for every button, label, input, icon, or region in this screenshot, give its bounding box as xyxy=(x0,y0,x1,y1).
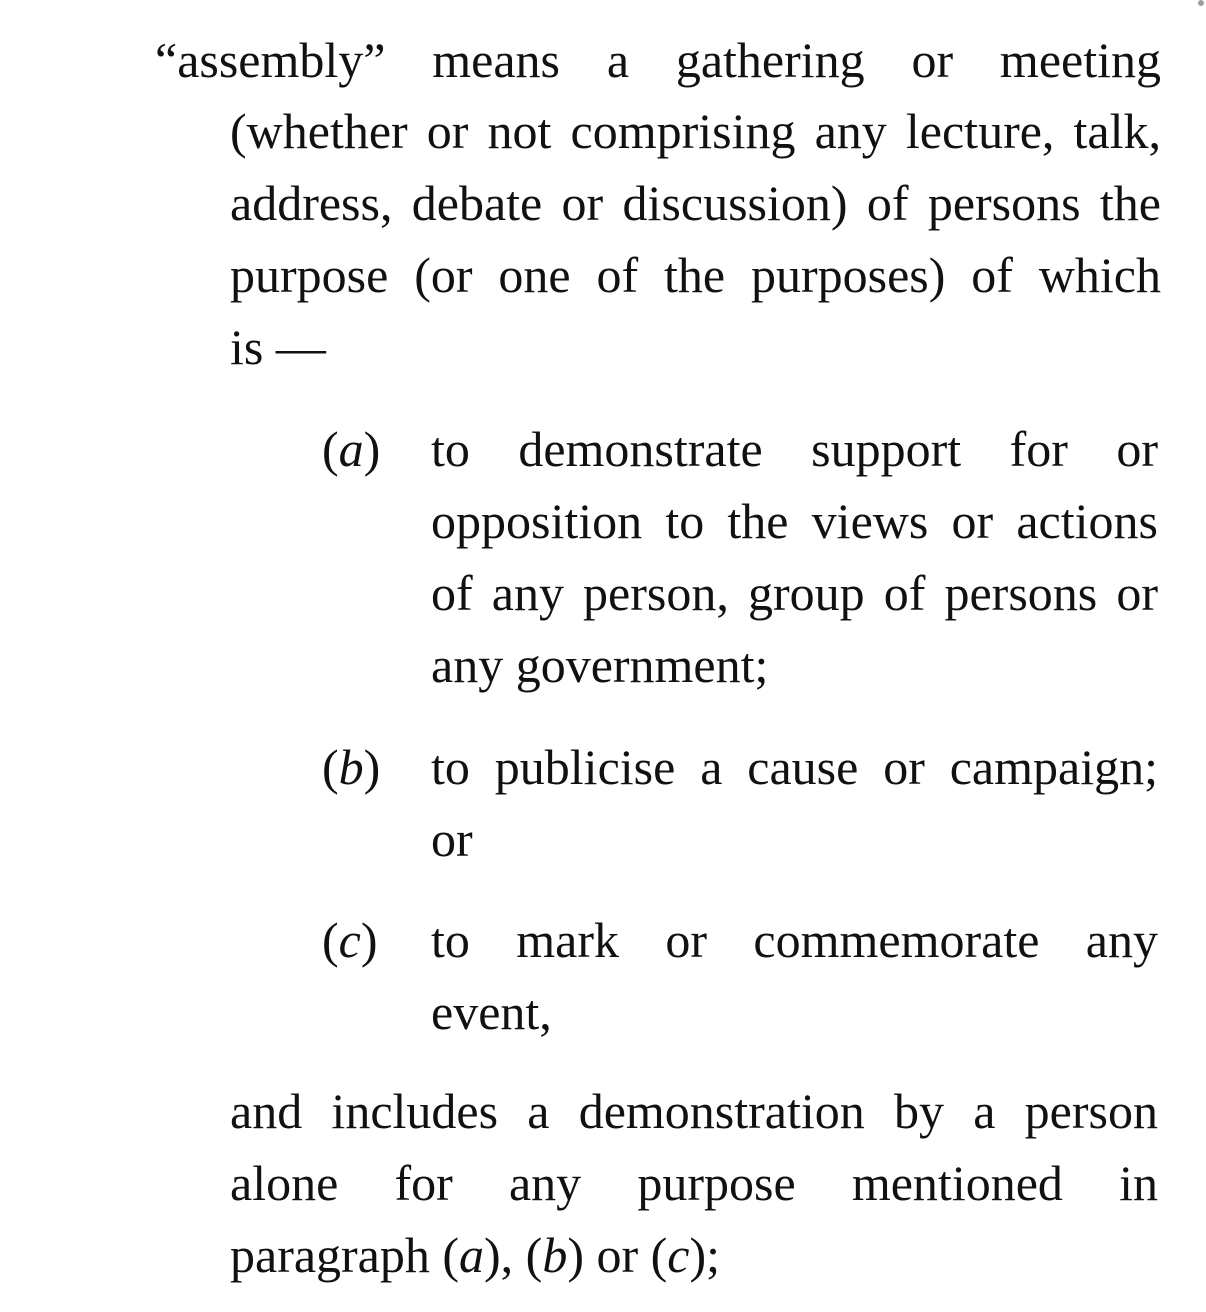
definition-intro-line: purpose (or one of the purposes) of which xyxy=(230,247,1161,303)
paragraph-a-line: opposition to the views or actions xyxy=(431,493,1158,549)
paragraph-c-line: to mark or commemorate any xyxy=(431,912,1158,968)
definition-intro-line-last: is — xyxy=(230,319,326,375)
definition-intro-line: (whether or not comprising any lecture, talk, xyxy=(230,103,1161,159)
paragraph-a-line-last: any government; xyxy=(431,637,769,693)
paragraph-b-line: to publicise a cause or campaign; xyxy=(431,739,1158,795)
paragraph-a-line: of any person, group of persons or xyxy=(431,565,1158,621)
closing-line: alone for any purpose mentioned in xyxy=(230,1155,1158,1211)
scroll-indicator[interactable] xyxy=(1198,0,1204,6)
closing-line: and includes a demonstration by a person xyxy=(230,1083,1158,1139)
paragraph-c-line-last: event, xyxy=(431,984,552,1040)
paragraph-label-a: (a) xyxy=(322,421,381,477)
definition-term-line: “assembly” means a gathering or meeting xyxy=(155,32,1161,88)
definition-intro-line: address, debate or discussion) of persons the xyxy=(230,175,1161,231)
paragraph-b-line-last: or xyxy=(431,811,473,867)
closing-line-final: paragraph (a), (b) or (c); xyxy=(230,1227,721,1283)
paragraph-label-b: (b) xyxy=(322,739,381,795)
paragraph-a-line: to demonstrate support for or xyxy=(431,421,1158,477)
paragraph-label-c: (c) xyxy=(322,912,378,968)
